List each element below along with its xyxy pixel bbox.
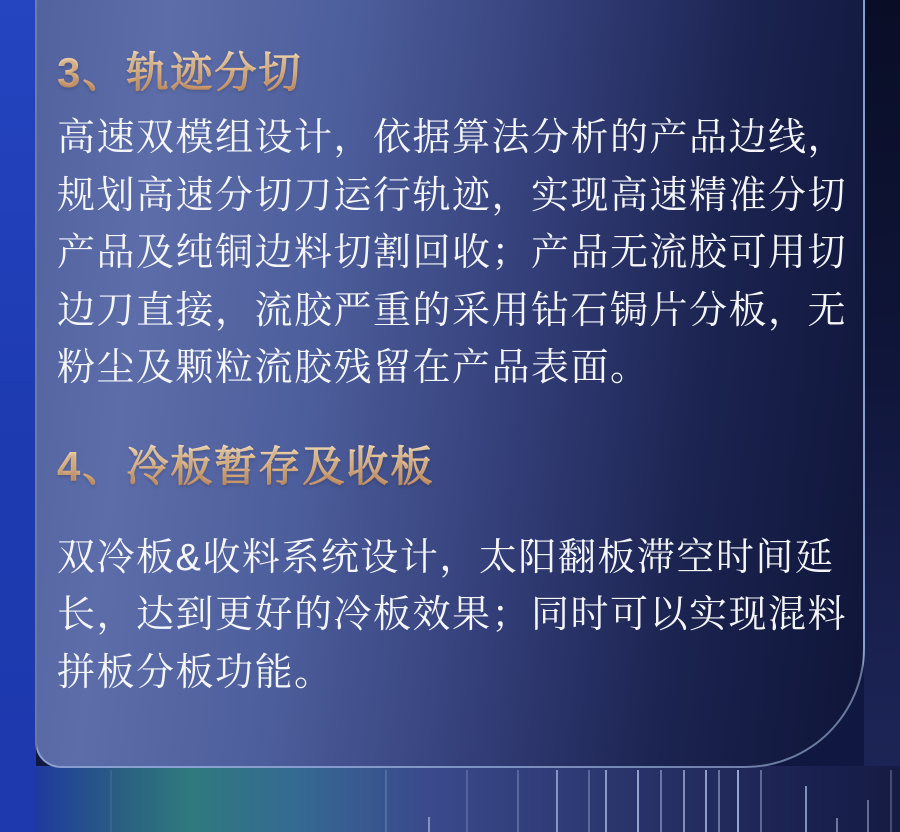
decor-bar [660,770,662,832]
body-line: 粉尘及颗粒流胶残留在产品表面。 [57,347,650,389]
bottom-decor-bars [0,768,900,832]
body-line: 高速双模组设计，依据算法分析的产品边线， [57,117,848,159]
decor-bar [737,770,739,832]
decor-bar [718,770,720,832]
section-heading-track-cutting: 3、轨迹分切 [57,50,843,96]
decor-bar [867,800,869,832]
body-line: 产品及纯铜边料切割回收；产品无流胶可用切 [57,232,848,274]
section-heading-cooling-collecting: 4、冷板暂存及收板 [57,444,843,490]
decor-bar [805,786,807,832]
body-line: 规划高速分切刀运行轨迹，实现高速精准分切 [57,174,848,217]
decor-bar [705,770,707,832]
decor-bar [428,817,430,832]
section-body-cooling-collecting [57,530,848,703]
decor-bar [588,770,590,832]
decor-bar [637,770,639,832]
decor-bar [466,770,468,832]
section-body-track-cutting [57,110,848,398]
body-line: 拼板分板功能。 [57,651,334,694]
decor-bar [385,770,387,832]
decor-bar [836,818,838,832]
decor-bar [556,770,558,832]
decor-bar [890,770,892,832]
decor-bar [110,770,112,832]
decor-bar [517,770,519,832]
body-line: 边刀直接，流胶严重的采用钻石锔片分板，无 [57,289,848,332]
body-line: 双冷板&收料系统设计，太阳翻板滞空时间延 [57,536,835,579]
content-card [35,0,865,768]
decor-bar [760,770,762,832]
right-background-strip [864,0,900,832]
decor-bar [683,770,685,832]
body-line: 长，达到更好的冷板效果；同时可以实现混料 [57,594,848,636]
left-background-strip [0,0,36,832]
decor-bar [605,770,607,832]
